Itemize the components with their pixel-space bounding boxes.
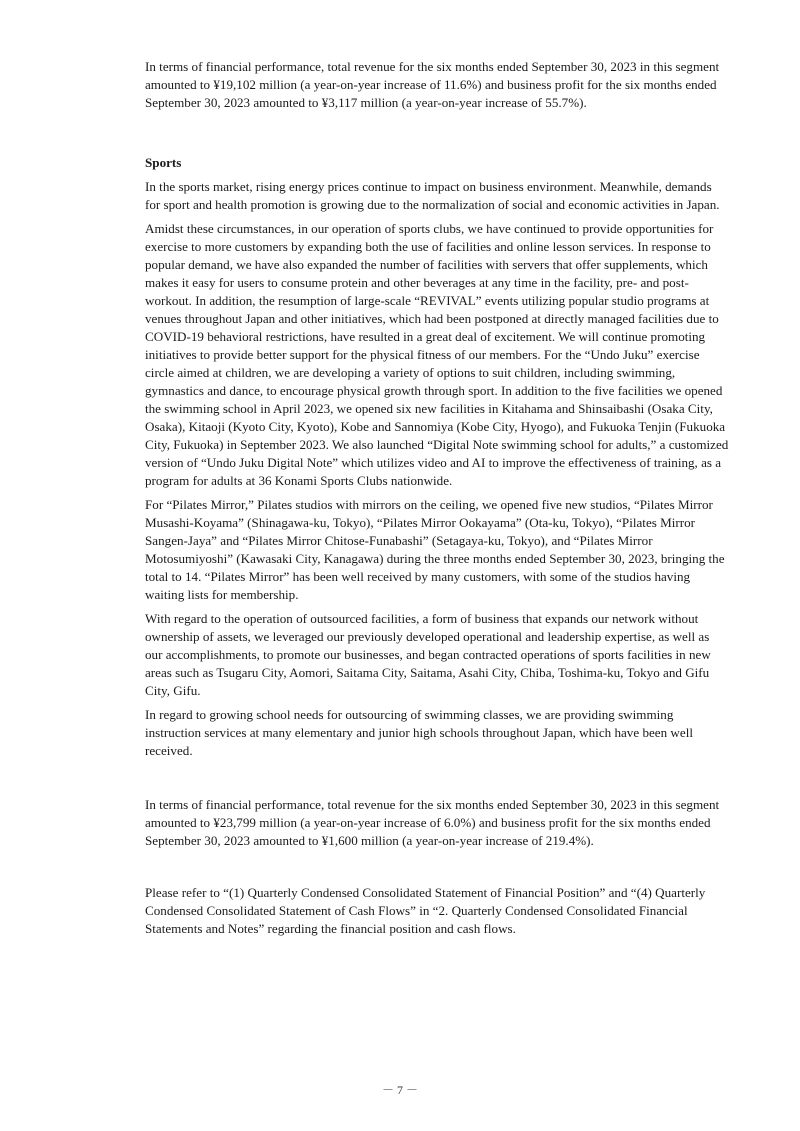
swimming-schools-paragraph: In regard to growing school needs for outsourcing of swimming classes, we are providing swimming instruction services at many elementary and junior high schools throughout Japan, which have been well received. [145,707,693,758]
page-number: － 7 － [381,1083,418,1097]
sports-market-paragraph: In the sports market, rising energy prices continue to impact on business environment. Meanwhile, demands for sport and health promotion is growing due to the normalization of social and economic activities in Japan. [145,179,720,212]
spacer [145,118,730,154]
outsourced-facilities-paragraph: With regard to the operation of outsourced facilities, a form of business that expands our network without ownership of assets, we leveraged our previously developed operational and leadership expertise, as well as our accomplishments, to promote our businesses, and began contracted operations of sports facilities in new areas such as Tsugaru City, Aomori, Saitama City, Saitama, Asahi City, Chiba, Toshima-ku, Tokyo and Gifu City, Gifu. [145,611,711,698]
section-heading-sports: Sports [145,155,182,170]
pilates-paragraph: For “Pilates Mirror,” Pilates studios with mirrors on the ceiling, we opened five new studios, “Pilates Mirror Musashi-Koyama” (Shinagawa-ku, Tokyo), “Pilates Mirror Ookayama” (Ota-ku, Tokyo), “Pilates Mirror Sangen-Jaya” and “Pilates Mirror Chitose-Funabashi” (Setagaya-ku, Tokyo), and “Pilates Mirror Motosumiyoshi” (Kawasaki City, Kanagawa) during the three months ended September 30, 2023, bringing the total to 14. “Pilates Mirror” has been well received by many customers, with some of the studios having waiting lists for membership. [145,497,725,602]
document-body [145,58,730,944]
spacer [145,856,730,884]
refer-paragraph: Please refer to “(1) Quarterly Condensed Consolidated Statement of Financial Position” and “(4) Quarterly Condensed Consolidated Statement of Cash Flows” in “2. Quarterly Condensed Consolidated Financial Statements and Notes” regarding the financial position and cash flows. [145,885,706,936]
sports-financial-paragraph: In terms of financial performance, total revenue for the six months ended September 30, 2023 in this segment amounted to ¥23,799 million (a year-on-year increase of 6.0%) and business profit for the six months ended September 30, 2023 amounted to ¥1,600 million (a year-on-year increase of 219.4%). [145,797,720,848]
spacer [145,766,730,796]
sports-clubs-paragraph: Amidst these circumstances, in our operation of sports clubs, we have continued to provide opportunities for exercise to more customers by expanding both the use of facilities and online lesson services. In response to popular demand, we have also expanded the number of facilities with servers that offer supplements, which makes it easy for users to consume protein and other beverages at any time in the facility, pre- and post-workout. In addition, the resumption of large-scale “REVIVAL” events utilizing popular studio programs at venues throughout Japan and other initiatives, which had been postponed at directly managed facilities due to COVID-19 behavioral restrictions, have resulted in a great deal of excitement. We will continue promoting initiatives to provide better support for the physical fitness of our members. For the “Undo Juku” exercise circle aimed at children, we are developing a variety of options to suit children, including swimming, gymnastics and dance, to encourage physical growth through sport. In addition to the five facilities we opened the swimming school in April 2023, we opened six new facilities in Kitahama and Shinsaibashi (Osaka City, Osaka), Kitaoji (Kyoto City, Kyoto), Kobe and Sannomiya (Kobe City, Hyogo), and Fukuoka Tenjin (Fukuoka City, Fukuoka) in September 2023. We also launched “Digital Note swimming school for adults,” a customized version of “Undo Juku Digital Note” which utilizes video and AI to improve the effectiveness of training, as a program for adults at 36 Konami Sports Clubs nationwide. [145,221,729,488]
intro-financial-paragraph: In terms of financial performance, total revenue for the six months ended September 30, 2023 in this segment amounted to ¥19,102 million (a year-on-year increase of 11.6%) and business profit for the six months ended September 30, 2023 amounted to ¥3,117 million (a year-on-year increase of 55.7%). [145,59,720,110]
